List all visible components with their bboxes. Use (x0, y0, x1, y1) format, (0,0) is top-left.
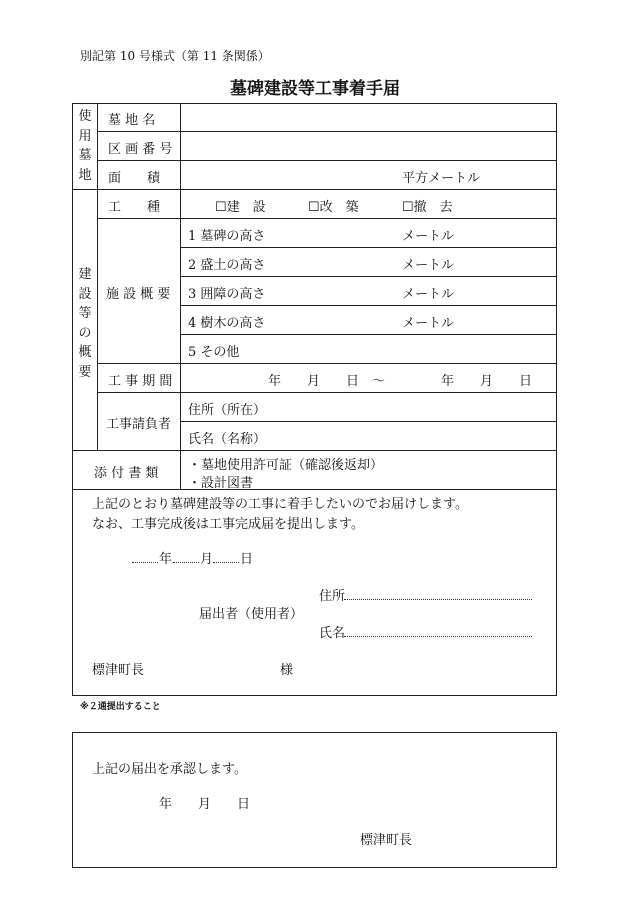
approval-text: 上記の届出を承認します。 (92, 762, 247, 777)
cemetery-name-label: 墓 地 名 (108, 113, 156, 128)
facility-unit-3: メートル (402, 287, 455, 302)
checkbox-rebuild[interactable]: ☐改 築 (308, 200, 359, 215)
applicant-address-field[interactable] (344, 599, 532, 600)
applicant-name-label: 氏名 (319, 626, 346, 641)
checkbox-remove[interactable]: ☐撤 去 (402, 200, 453, 215)
checkbox-construct[interactable]: ☐建 設 (215, 200, 266, 215)
footnote-two-copies: ※２通提出すること (80, 702, 161, 712)
approval-box (72, 732, 557, 868)
form-reference: 別記第 10 号様式（第 11 条関係） (80, 49, 270, 63)
facility-item-fence-height: 3 囲障の高さ (188, 287, 266, 302)
declaration-day: 日 (240, 552, 254, 567)
declaration-month: 月 (200, 552, 214, 567)
applicant-address-label: 住所 (319, 589, 346, 604)
attachment-permit: ・墓地使用許可証（確認後返却） (188, 458, 384, 473)
area-unit: 平方メートル (402, 171, 481, 186)
work-type-label: 工 種 (108, 200, 161, 215)
construction-overview-vertical-label: 建設等の概要 (78, 267, 92, 380)
facility-item-mound-height: 2 盛土の高さ (188, 258, 266, 273)
facility-item-other: 5 その他 (188, 345, 240, 360)
facility-unit-4: メートル (402, 316, 455, 331)
facility-unit-2: メートル (402, 258, 455, 273)
declaration-year: 年 (159, 552, 173, 567)
addressee-honorific: 様 (280, 663, 294, 678)
applicant-name-field[interactable] (344, 636, 532, 637)
approval-signer: 標津町長 (360, 833, 413, 848)
attachment-design-docs: ・設計図書 (188, 476, 254, 491)
approval-date[interactable]: 年 月 日 (159, 797, 251, 812)
applicant-label: 届出者（使用者） (199, 607, 304, 622)
work-period-from[interactable]: 年 月 日 〜 (268, 374, 386, 389)
area-label: 面 積 (108, 171, 161, 186)
facility-overview-label: 施 設 概 要 (106, 287, 171, 302)
facility-item-tombstone-height: 1 墓碑の高さ (188, 229, 266, 244)
form-title: 墓碑建設等工事着手届 (230, 79, 400, 99)
work-period-label: 工 事 期 間 (108, 374, 173, 389)
attachments-label: 添 付 書 類 (94, 466, 159, 481)
addressee-mayor: 標津町長 (92, 663, 145, 678)
contractor-label: 工事請負者 (106, 417, 172, 432)
contractor-name-label[interactable]: 氏名（名称） (188, 432, 267, 447)
work-period-to[interactable]: 年 月 日 (441, 374, 533, 389)
contractor-address-label[interactable]: 住所（所在） (188, 403, 267, 418)
use-cemetery-vertical-label: 使用墓地 (78, 109, 92, 183)
declaration-line-1: 上記のとおり墓碑建設等の工事に着手したいのでお届けします。 (92, 497, 468, 512)
facility-item-tree-height: 4 樹木の高さ (188, 316, 266, 331)
plot-number-label: 区 画 番 号 (108, 142, 173, 157)
declaration-line-2: なお、工事完成後は工事完成届を提出します。 (92, 517, 364, 532)
facility-unit-1: メートル (402, 229, 455, 244)
